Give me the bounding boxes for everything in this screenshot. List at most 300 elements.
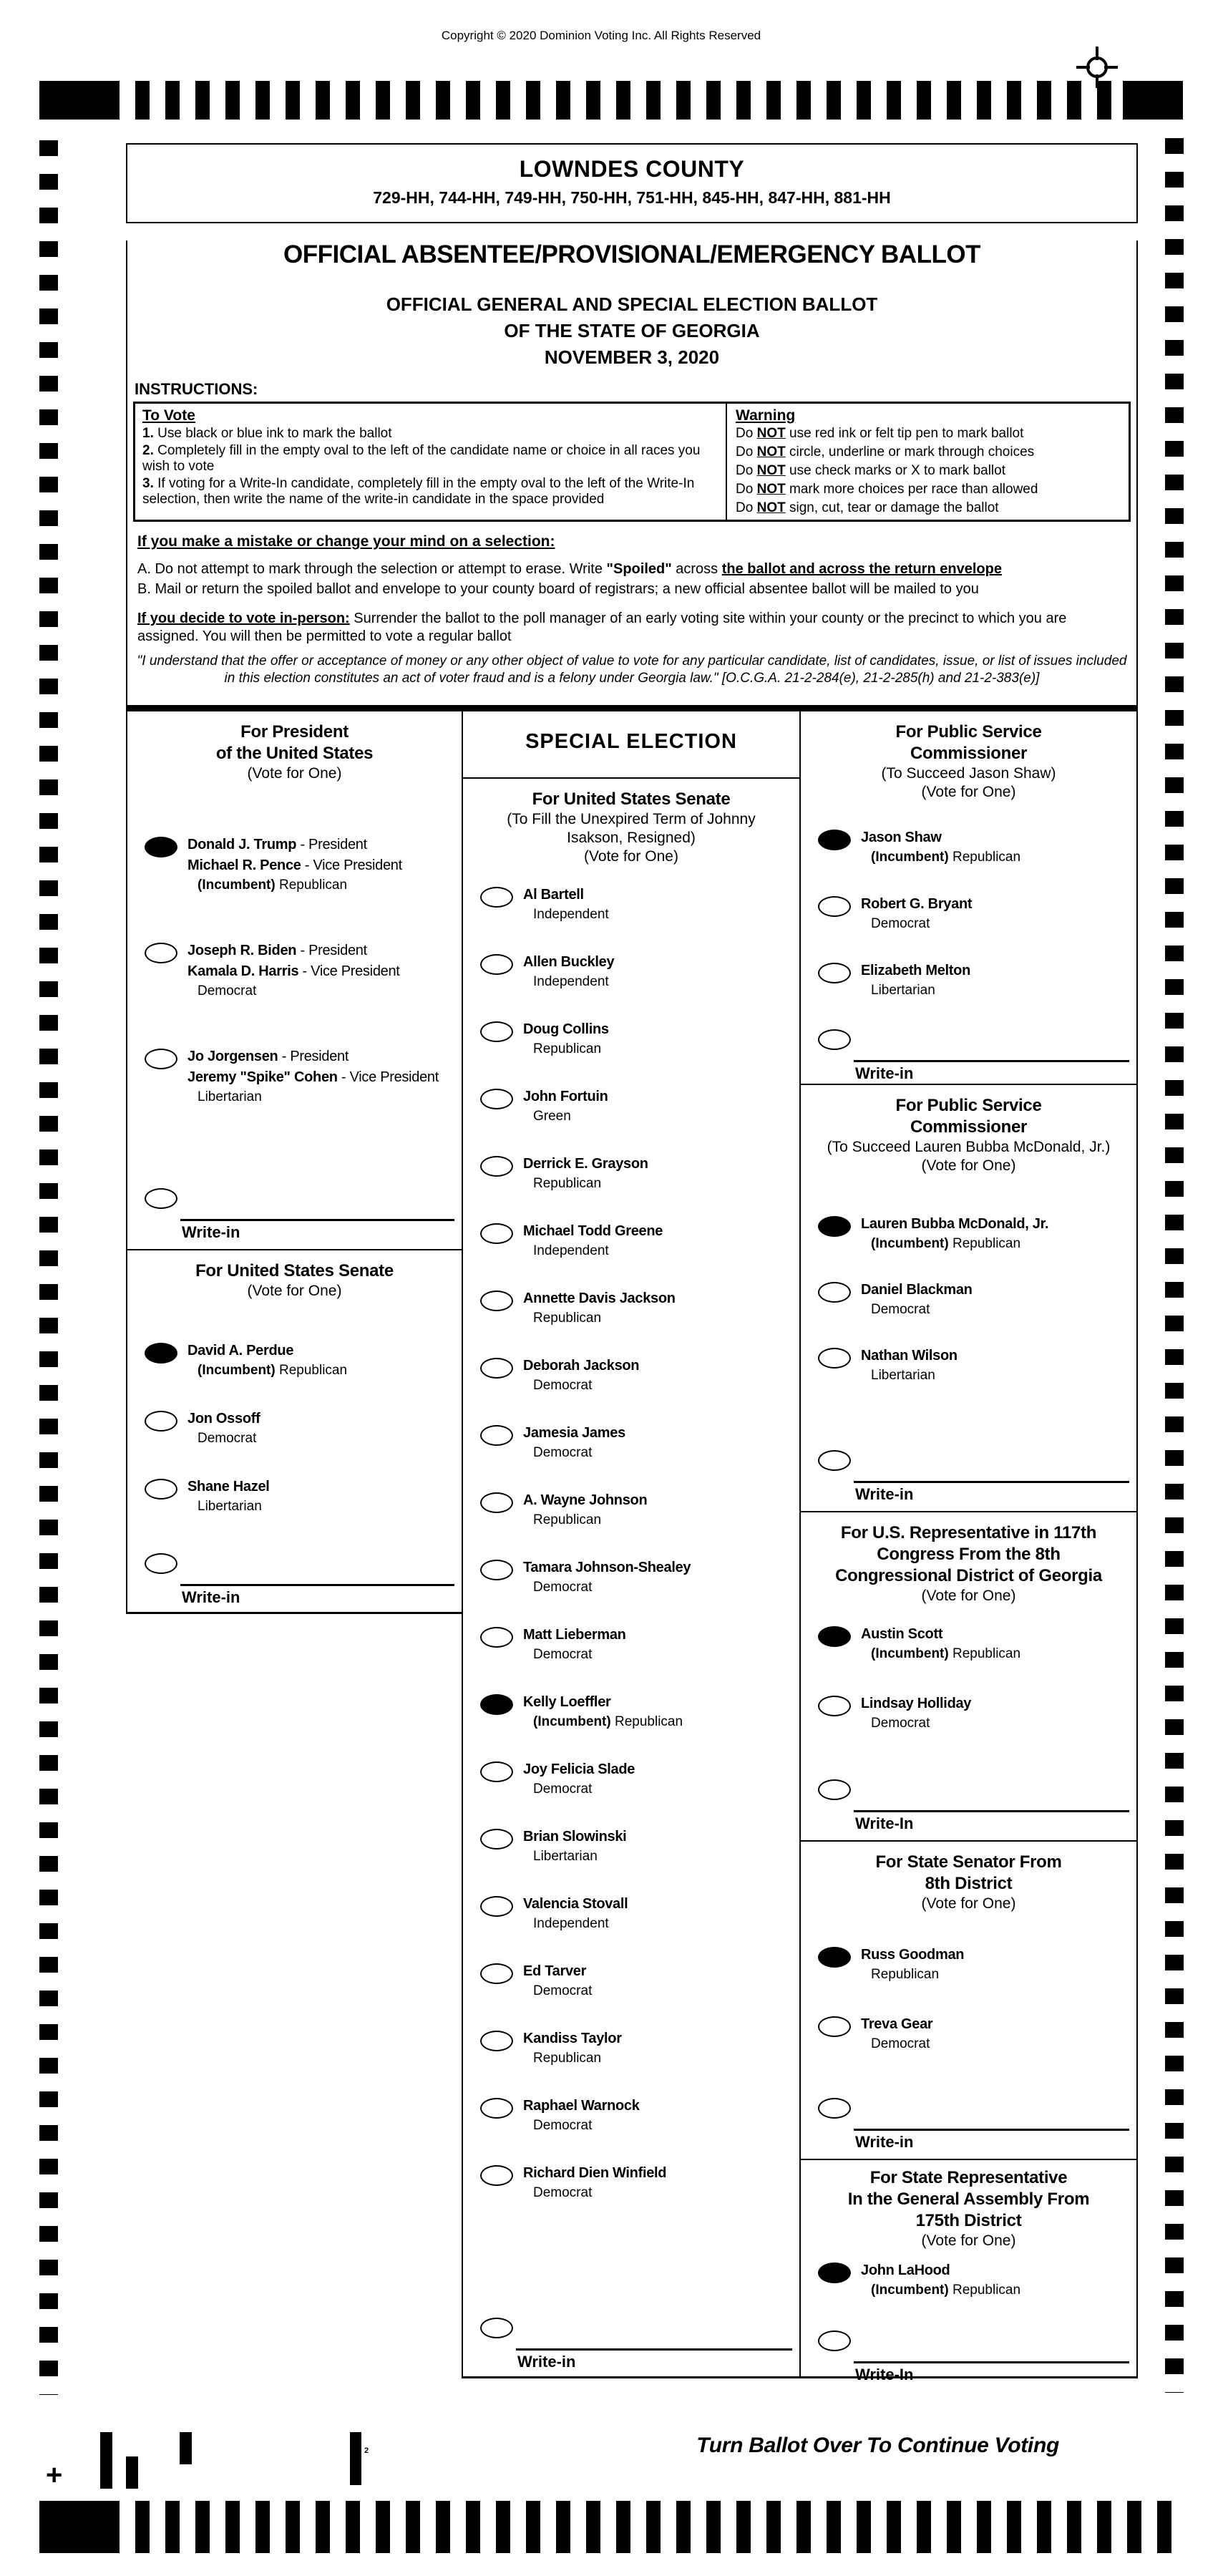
barcode-bars — [135, 81, 1113, 120]
candidate-name-line — [861, 894, 972, 915]
barcode-cap-left — [39, 81, 120, 120]
candidate-oval[interactable] — [480, 1089, 513, 1109]
candidate-text — [523, 1894, 628, 1933]
party-name: Democrat — [533, 2185, 593, 2200]
contest-subtitle: (To Succeed Lauren Bubba McDonald, Jr.) — [827, 1139, 1111, 1155]
write-in-oval[interactable] — [818, 1779, 851, 1800]
candidate-name-line — [523, 1288, 676, 1309]
contest-title: For State Representative — [869, 2168, 1068, 2187]
party-name: Libertarian — [198, 1499, 262, 1514]
contest-vote-for: (Vote for One) — [921, 1157, 1016, 1174]
candidate-party — [861, 915, 972, 933]
party-name: Democrat — [533, 1983, 593, 1998]
party-name: Republican — [615, 1714, 683, 1729]
write-in-line[interactable] — [854, 2361, 1129, 2387]
candidate-name: Elizabeth Melton — [861, 963, 970, 978]
candidate-row — [469, 952, 794, 991]
warning-list — [736, 424, 1120, 517]
party-name: Democrat — [533, 1580, 593, 1595]
incumbent-tag: (Incumbent) — [871, 1646, 952, 1661]
county-name: LOWNDES COUNTY — [519, 156, 745, 182]
party-name: Democrat — [871, 916, 930, 931]
precinct-list: 729-HH, 744-HH, 749-HH, 750-HH, 751-HH, 845-HH, 847-HH, 881-HH — [373, 188, 891, 207]
candidate-oval[interactable] — [145, 943, 177, 963]
candidate-name: Donald J. Trump — [187, 837, 297, 852]
write-in-label: Write-in — [182, 1588, 240, 1606]
candidate-party — [523, 1578, 691, 1597]
candidate-name: John LaHood — [861, 2262, 950, 2278]
write-in-line[interactable] — [180, 1584, 454, 1610]
write-in-line[interactable] — [854, 1481, 1129, 1507]
contest-vote-for: (Vote for One) — [921, 784, 1016, 800]
vote-in-person-note: If you decide to vote in-person: Surrender the ballot to the poll manager of an early voting site within your county or the precinct to which you are assigned. You will then be permitted to vote a regular ballot — [137, 611, 1067, 644]
candidate-oval[interactable] — [480, 1223, 513, 1244]
to-vote-item-number: 3. — [142, 476, 154, 491]
contest-title: For State Senator From — [875, 1852, 1062, 1872]
write-in-line[interactable] — [854, 1810, 1129, 1836]
candidate-row — [469, 1288, 794, 1328]
warning-item-not: NOT — [756, 500, 786, 515]
candidate-party — [861, 1301, 973, 1319]
candidate-party — [861, 981, 970, 1000]
ballot-header-box — [126, 240, 1138, 709]
candidate-oval[interactable] — [480, 2031, 513, 2051]
candidate-party — [861, 1366, 958, 1385]
candidate-row — [807, 2014, 1131, 2053]
candidate-name-line — [187, 1067, 439, 1088]
contest-title: Congressional District of Georgia — [835, 1566, 1102, 1585]
turn-ballot-over-label: Turn Ballot Over To Continue Voting — [696, 2434, 1059, 2457]
candidate-oval[interactable] — [145, 1479, 177, 1500]
contest-title: 175th District — [915, 2211, 1022, 2230]
write-in-line[interactable] — [180, 1219, 454, 1245]
candidate-row — [469, 1154, 794, 1193]
candidate-party — [861, 1235, 1048, 1253]
write-in-oval[interactable] — [145, 1553, 177, 1574]
candidate-oval[interactable] — [480, 1021, 513, 1042]
candidate-oval[interactable] — [480, 1358, 513, 1379]
candidate-row — [469, 1557, 794, 1597]
candidate-name: Kandiss Taylor — [523, 2031, 622, 2046]
candidate-party — [523, 1107, 608, 1126]
candidate-party — [523, 1309, 676, 1328]
candidate-party — [523, 1242, 663, 1260]
contest-title: For Public Service — [895, 722, 1042, 742]
contest-vote-for: (Vote for One) — [584, 848, 678, 865]
candidate-text — [187, 1477, 270, 1516]
candidate-name: Allen Buckley — [523, 954, 615, 970]
contest-header — [133, 1260, 456, 1301]
warning-item-text: circle, underline or mark through choices — [785, 444, 1035, 460]
contest-vote-for: (Vote for One) — [921, 1588, 1016, 1604]
candidate-row — [469, 1423, 794, 1462]
candidate-oval[interactable] — [818, 830, 851, 850]
timing-marks-right — [1165, 138, 1184, 2393]
candidate-row — [469, 2096, 794, 2135]
candidate-oval[interactable] — [480, 2098, 513, 2119]
candidate-oval[interactable] — [480, 2165, 513, 2186]
mistake-item-b: B. Mail or return the spoiled ballot and envelope to your county board of registrars; a new official absentee ballot will be mailed to you — [137, 581, 979, 597]
candidate-name-line — [861, 2260, 1020, 2281]
candidate-name-line — [523, 2096, 640, 2116]
candidate-text — [861, 1624, 1020, 1663]
barcode-cap-left — [39, 2501, 120, 2553]
candidate-party — [523, 1511, 647, 1530]
contest-title: For U.S. Representative in 117th — [840, 1523, 1097, 1542]
warning-item-not: NOT — [756, 444, 786, 460]
mistake-title: If you make a mistake or change your mind on a selection: — [137, 533, 555, 550]
candidate-name: Daniel Blackman — [861, 1282, 973, 1298]
candidate-row — [469, 1221, 794, 1260]
candidate-row — [807, 1693, 1131, 1733]
contest-title: of the United States — [215, 744, 374, 763]
warning-item-not: NOT — [756, 463, 786, 478]
party-name: Republican — [533, 2051, 602, 2066]
candidate-name: Deborah Jackson — [523, 1358, 640, 1374]
party-name: Republican — [533, 1041, 602, 1056]
contest-vote-for: (Vote for One) — [247, 1283, 342, 1299]
party-name: Independent — [533, 907, 609, 922]
candidate-name: Doug Collins — [523, 1021, 609, 1037]
candidate-text — [861, 1346, 958, 1385]
candidate-oval[interactable] — [818, 963, 851, 983]
candidate-name: Tamara Johnson-Shealey — [523, 1560, 691, 1575]
party-name: Democrat — [533, 1647, 593, 1662]
candidate-name-line — [523, 1221, 663, 1242]
candidate-name-line — [523, 1019, 609, 1040]
instructions-label: INSTRUCTIONS: — [135, 380, 258, 398]
candidate-text — [861, 1693, 971, 1733]
to-vote-item-text: Use black or blue ink to mark the ballot — [153, 426, 392, 441]
write-in-line[interactable] — [854, 2129, 1129, 2154]
special-election-header: SPECIAL ELECTION — [463, 711, 799, 779]
contest — [801, 1085, 1136, 1512]
contest-title: For United States Senate — [195, 1261, 394, 1280]
timing-barcode-top — [39, 81, 1183, 120]
candidate-party — [861, 1965, 964, 1984]
candidate-text — [861, 1280, 973, 1319]
warning-item-pre: Do — [736, 500, 757, 515]
party-name: Republican — [279, 1363, 348, 1378]
party-name: Independent — [533, 1916, 609, 1931]
candidate-name-line — [523, 1490, 647, 1511]
candidate-row — [469, 1961, 794, 2001]
candidate-oval[interactable] — [818, 896, 851, 917]
candidate-name-line — [861, 1214, 1048, 1235]
warning-item-pre: Do — [736, 426, 757, 441]
write-in-line[interactable] — [516, 2348, 792, 2374]
warning-item-not: NOT — [756, 482, 786, 497]
candidate-name: Treva Gear — [861, 2016, 933, 2032]
party-name: Democrat — [533, 1445, 593, 1460]
candidate-oval[interactable] — [818, 1696, 851, 1716]
candidate-office-suffix: - President — [278, 1049, 349, 1064]
candidate-row — [133, 1341, 456, 1380]
candidate-name-line — [861, 1346, 958, 1366]
write-in-oval[interactable] — [145, 1188, 177, 1209]
party-name: Democrat — [871, 2036, 930, 2051]
candidate-name: Derrick E. Grayson — [523, 1156, 648, 1172]
candidate-oval[interactable] — [480, 1761, 513, 1782]
candidate-name-line — [523, 1894, 628, 1915]
to-vote-item-number: 1. — [142, 426, 154, 441]
incumbent-tag: (Incumbent) — [871, 1236, 952, 1251]
candidate-row — [133, 1046, 456, 1107]
candidate-name-line — [523, 1087, 608, 1107]
candidate-name-line — [861, 1693, 971, 1714]
party-name: Democrat — [533, 1378, 593, 1393]
county-header-box — [126, 143, 1138, 223]
candidate-party — [523, 1982, 592, 2001]
candidate-name: David A. Perdue — [187, 1343, 294, 1359]
candidate-oval[interactable] — [145, 1343, 177, 1364]
contest-title: Commissioner — [910, 1117, 1028, 1137]
contest-header — [807, 1852, 1131, 1913]
candidate-oval[interactable] — [480, 1829, 513, 1850]
candidate-oval[interactable] — [480, 887, 513, 908]
candidate-row — [807, 894, 1131, 933]
candidate-name: Annette Davis Jackson — [523, 1291, 676, 1306]
candidate-party — [861, 1645, 1020, 1663]
candidate-text — [861, 827, 1020, 867]
candidate-row — [807, 827, 1131, 867]
to-vote-item — [142, 426, 718, 442]
write-in-label: Write-in — [182, 1223, 240, 1241]
candidate-row — [469, 1759, 794, 1799]
warning-item-text: sign, cut, tear or damage the ballot — [785, 500, 999, 515]
candidate-name: Robert G. Bryant — [861, 896, 973, 912]
warning-item-pre: Do — [736, 444, 757, 460]
contest — [801, 1512, 1136, 1842]
candidate-row — [807, 1346, 1131, 1385]
write-in-oval[interactable] — [818, 1029, 851, 1050]
contest-title: For Public Service — [895, 1096, 1042, 1115]
warning-item-text: use check marks or X to mark ballot — [785, 463, 1005, 478]
candidate-oval[interactable] — [818, 1947, 851, 1968]
candidate-party — [861, 2281, 1020, 2300]
write-in-oval[interactable] — [818, 2330, 851, 2351]
candidate-oval[interactable] — [480, 1492, 513, 1513]
candidate-oval[interactable] — [480, 1560, 513, 1580]
registration-plus-mark: + — [46, 2459, 63, 2491]
write-in-block — [133, 1551, 456, 1610]
candidate-oval[interactable] — [480, 954, 513, 975]
ballot-title: OFFICIAL ABSENTEE/PROVISIONAL/EMERGENCY BALLOT — [283, 240, 980, 268]
candidate-office-suffix: - Vice President — [337, 1069, 439, 1085]
candidate-party — [523, 1040, 609, 1059]
warning-item-pre: Do — [736, 482, 757, 497]
candidate-text — [861, 1945, 964, 1984]
footer-timing-bar — [126, 2456, 138, 2489]
contest-title: Congress From the 8th — [877, 1545, 1061, 1564]
candidate-text — [523, 2096, 640, 2135]
write-in-oval[interactable] — [818, 1450, 851, 1471]
candidate-row — [469, 885, 794, 924]
contest — [801, 1842, 1136, 2160]
candidate-party — [523, 1713, 683, 1731]
party-name: Independent — [533, 974, 609, 989]
candidate-name-line — [523, 885, 609, 905]
candidate-text — [861, 2260, 1020, 2300]
candidate-office-suffix: - Vice President — [298, 963, 400, 979]
footer-tiny-mark: 2 — [364, 2446, 369, 2455]
candidate-name-line — [861, 2014, 932, 2035]
contest-header — [807, 1522, 1131, 1605]
candidate-office-suffix: - Vice President — [301, 857, 402, 873]
to-vote-item — [142, 443, 718, 475]
candidate-name: Jason Shaw — [861, 830, 942, 845]
candidate-text — [523, 1759, 635, 1799]
candidate-oval[interactable] — [480, 1425, 513, 1446]
candidate-text — [187, 1409, 260, 1448]
contest — [801, 2160, 1136, 2383]
candidate-name: Valencia Stovall — [523, 1896, 628, 1912]
candidate-row — [469, 1019, 794, 1059]
candidate-office-suffix: - President — [296, 837, 367, 852]
candidate-name-line — [187, 961, 400, 982]
warning-item-pre: Do — [736, 463, 757, 478]
candidate-row — [469, 1625, 794, 1664]
candidate-name-line — [523, 1625, 626, 1646]
write-in-oval[interactable] — [818, 2098, 851, 2119]
candidate-name-line — [523, 2163, 666, 2184]
candidate-name-line — [861, 1280, 973, 1301]
party-name: Libertarian — [871, 983, 935, 998]
candidate-oval[interactable] — [480, 1627, 513, 1648]
candidate-name: Brian Slowinski — [523, 1829, 627, 1844]
contest-title: Commissioner — [910, 744, 1028, 763]
party-name: Republican — [533, 1311, 602, 1326]
candidate-text — [523, 952, 614, 991]
candidate-oval[interactable] — [818, 2016, 851, 2037]
candidate-name-line — [523, 1961, 592, 1982]
timing-marks-left — [39, 140, 58, 2395]
candidate-name: A. Wayne Johnson — [523, 1492, 648, 1508]
write-in-oval[interactable] — [480, 2318, 513, 2338]
candidate-text — [523, 1625, 626, 1664]
candidate-oval[interactable] — [480, 1963, 513, 1984]
contest-header — [807, 1095, 1131, 1175]
candidate-name: Jamesia James — [523, 1425, 625, 1441]
candidate-row — [807, 1945, 1131, 1984]
candidate-name-line — [187, 1341, 347, 1361]
candidate-party — [523, 1915, 628, 1933]
candidate-name: Nathan Wilson — [861, 1348, 958, 1364]
candidate-text — [523, 1490, 647, 1530]
timing-barcode-bottom — [39, 2501, 1187, 2553]
candidate-name-line — [187, 1477, 270, 1497]
candidate-row — [469, 1356, 794, 1395]
candidate-party — [523, 1444, 625, 1462]
candidate-name: Shane Hazel — [187, 1479, 270, 1494]
candidate-oval[interactable] — [818, 1216, 851, 1237]
candidate-text — [187, 941, 400, 1001]
candidate-name: Jeremy "Spike" Cohen — [187, 1069, 338, 1085]
write-in-label: Write-In — [855, 2366, 914, 2383]
to-vote-title: To Vote — [142, 407, 195, 424]
mistake-item-a: A. Do not attempt to mark through the selection or attempt to erase. Write "Spoiled" across the ballot and across the return envelope — [137, 561, 1002, 577]
party-name: Republican — [871, 1967, 940, 1982]
candidate-name-line — [861, 1624, 1020, 1645]
contest-title: In the General Assembly From — [847, 2189, 1090, 2209]
warning-item-text: mark more choices per race than allowed — [785, 482, 1038, 497]
candidate-name: Lauren Bubba McDonald, Jr. — [861, 1216, 1049, 1232]
candidate-text — [861, 2014, 932, 2053]
barcode-cap-right — [1123, 81, 1183, 120]
voter-fraud-oath: "I understand that the offer or acceptance of money or any other object of value to vote for any particular candidate, list of candidates, issue, or list of issues included in this election constitutes an act of voter fraud and is a felony under Georgia law." [O.C.G.A. 21-2-284(e), 21-2-285(h) and 21-2-383(e)] — [137, 653, 1127, 686]
contest-title: For United States Senate — [532, 789, 731, 809]
candidate-oval[interactable] — [480, 1291, 513, 1311]
candidate-text — [523, 1961, 592, 2001]
candidate-name-line — [523, 952, 614, 973]
candidate-row — [469, 1894, 794, 1933]
candidate-row — [133, 1477, 456, 1516]
contest-header — [807, 2167, 1131, 2250]
incumbent-tag: (Incumbent) — [871, 850, 952, 865]
contest-subtitle: Isakson, Resigned) — [567, 830, 696, 846]
candidate-oval[interactable] — [480, 1896, 513, 1917]
write-in-block — [807, 2328, 1131, 2387]
candidate-oval[interactable] — [818, 1282, 851, 1303]
candidate-row — [133, 1409, 456, 1448]
candidate-row — [469, 1827, 794, 1866]
to-vote-list — [142, 426, 718, 507]
contest-header — [807, 721, 1131, 802]
candidate-oval[interactable] — [818, 2262, 851, 2283]
write-in-block — [807, 1027, 1131, 1086]
candidate-oval[interactable] — [480, 1694, 513, 1715]
candidate-row — [469, 1692, 794, 1731]
candidate-row — [807, 2260, 1131, 2300]
party-name: Green — [533, 1109, 571, 1124]
candidate-name: Matt Lieberman — [523, 1627, 626, 1643]
candidate-name-line — [187, 1046, 439, 1067]
incumbent-tag: (Incumbent) — [533, 1714, 615, 1729]
write-in-line[interactable] — [854, 1060, 1129, 1086]
candidate-row — [469, 2163, 794, 2202]
candidate-name-line — [861, 827, 1020, 848]
candidate-text — [861, 961, 970, 1000]
candidate-name-line — [523, 1356, 639, 1376]
candidate-text — [187, 1341, 347, 1380]
candidate-oval[interactable] — [480, 1156, 513, 1177]
candidate-name: Lindsay Holliday — [861, 1696, 972, 1711]
candidate-name: Michael Todd Greene — [523, 1223, 663, 1239]
candidate-name-line — [861, 961, 970, 981]
candidate-row — [807, 1214, 1131, 1253]
party-name: Libertarian — [198, 1089, 262, 1104]
candidate-oval[interactable] — [818, 1348, 851, 1369]
candidate-name: Joy Felicia Slade — [523, 1761, 635, 1777]
candidate-oval[interactable] — [818, 1626, 851, 1647]
candidate-oval[interactable] — [145, 1411, 177, 1432]
candidate-oval[interactable] — [145, 1049, 177, 1069]
party-name: Democrat — [533, 2118, 593, 2133]
incumbent-tag: (Incumbent) — [198, 878, 279, 893]
candidate-row — [133, 941, 456, 1001]
candidate-text — [187, 835, 402, 895]
candidate-row — [469, 1490, 794, 1530]
warning-item — [736, 462, 1120, 480]
party-name: Independent — [533, 1243, 609, 1258]
warning-item-not: NOT — [756, 426, 786, 441]
write-in-block — [469, 2315, 794, 2374]
candidate-oval[interactable] — [145, 837, 177, 857]
candidate-text — [523, 1557, 691, 1597]
contest — [463, 779, 799, 2378]
incumbent-tag: (Incumbent) — [198, 1363, 279, 1378]
party-name: Democrat — [871, 1716, 930, 1731]
